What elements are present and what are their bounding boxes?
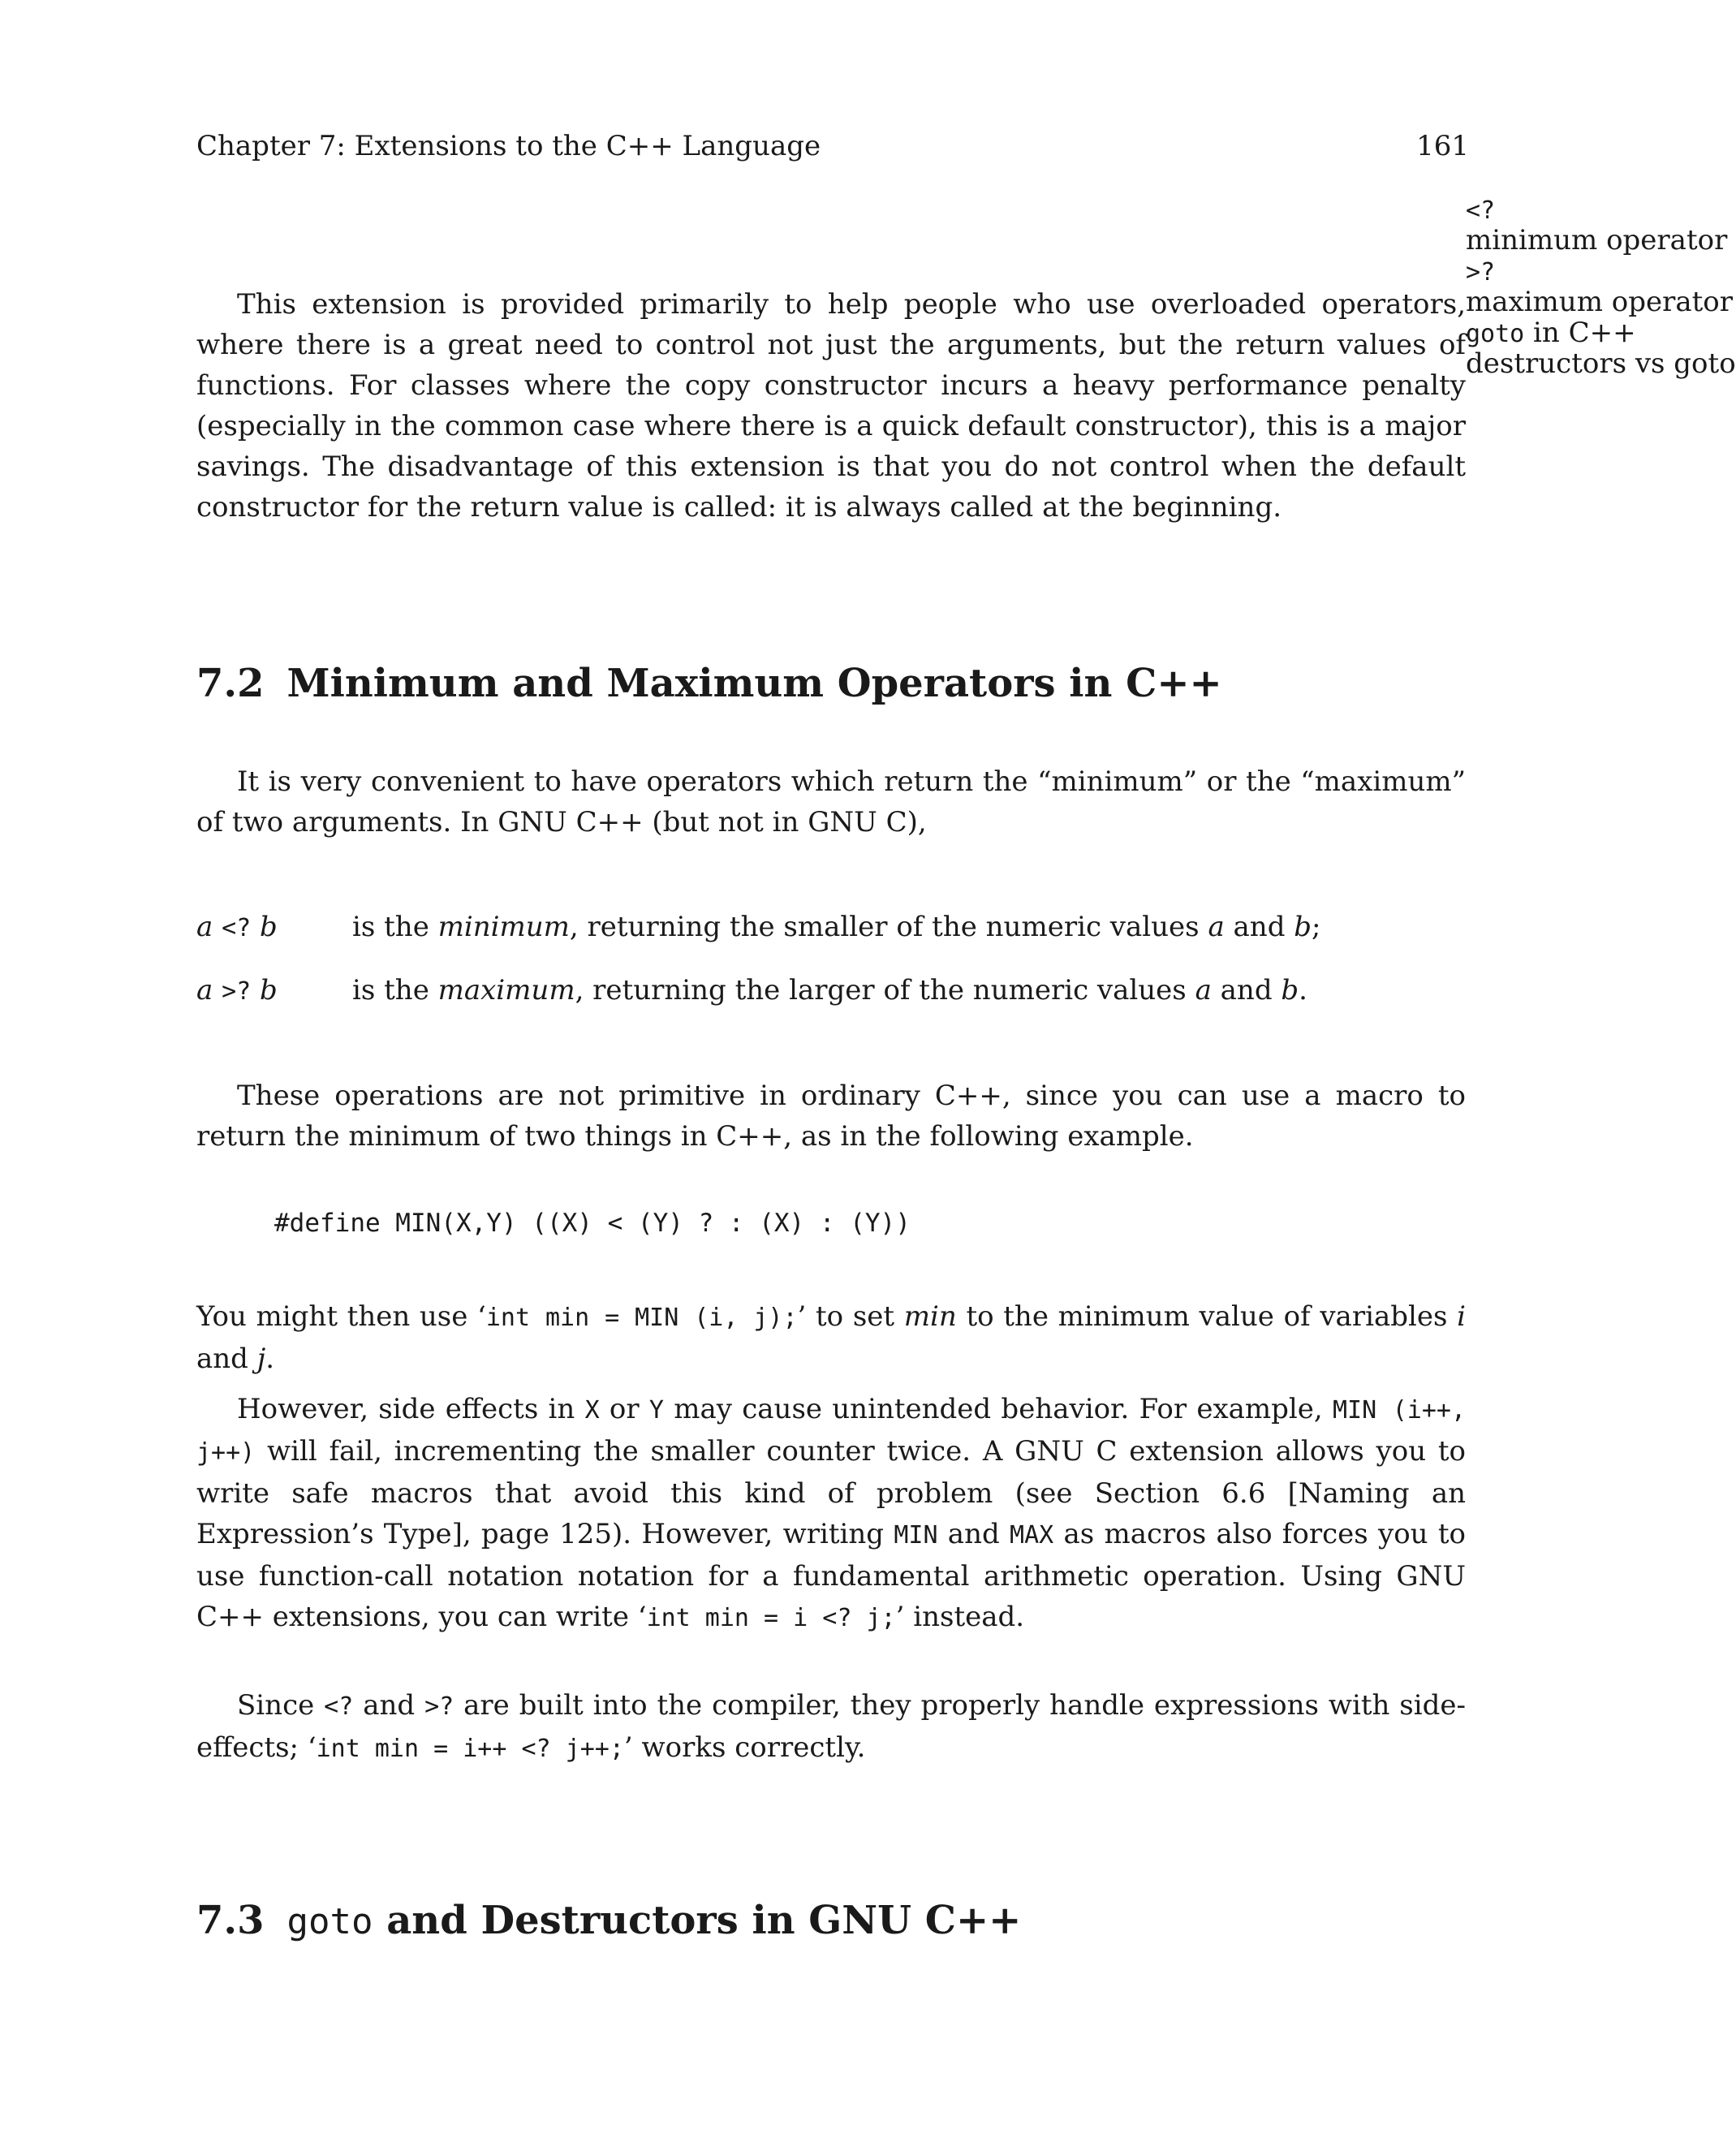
index-entry: minimum operator bbox=[1466, 224, 1728, 256]
section-paragraph: These operations are not primitive in ordinary C++, since you can use a macro to return the minimum of two things in C++, as in the following example. bbox=[196, 1080, 1466, 1153]
index-entry: goto in C++ bbox=[1466, 317, 1636, 349]
index-entry: destructors vs goto bbox=[1466, 347, 1736, 380]
definition-term-min: a <? b bbox=[196, 911, 278, 943]
chapter-header: Chapter 7: Extensions to the C++ Language bbox=[196, 130, 821, 162]
index-entry: maximum operator bbox=[1466, 286, 1734, 318]
definition-term-max: a >? b bbox=[196, 974, 278, 1007]
definition-desc-max: is the maximum, returning the larger of the numeric values a and b. bbox=[352, 974, 1307, 1007]
section-heading-7-2 bbox=[196, 659, 1222, 708]
definition-desc-min: is the minimum, returning the smaller of the numeric values a and b; bbox=[352, 911, 1321, 943]
section-paragraph: Since <? and >? are built into the compiler, they properly handle expressions with side-effects; ‘int min = i++ <? j++;’ works correctly. bbox=[196, 1689, 1466, 1764]
code-example: #define MIN(X,Y) ((X) < (Y) ? : (X) : (Y)) bbox=[274, 1209, 911, 1238]
index-entry: >? bbox=[1466, 258, 1496, 287]
section-paragraph: However, side effects in X or Y may cause unintended behavior. For example, MIN (i++, j++) will fail, incrementing the smaller counter twice. A GNU C extension allows you to write safe macros that avoid this kind of problem (see Section 6.6 [Naming an Expression’s Type], page 125). However, writing MIN and MAX as macros also forces you to use function-call notation notation for a fundamental arithmetic operation. Using GNU C++ extensions, you can write ‘int min = i <? j;’ instead. bbox=[196, 1393, 1467, 1633]
section-number: 7.2 bbox=[196, 661, 265, 706]
index-entry: <? bbox=[1466, 196, 1496, 225]
section-title-code: goto bbox=[286, 1901, 373, 1942]
section-number: 7.3 bbox=[196, 1898, 265, 1943]
section-paragraph: It is very convenient to have operators which return the “minimum” or the “maximum” of two arguments. In GNU C++ (but not in GNU C), bbox=[196, 765, 1466, 838]
section-title: and Destructors in GNU C++ bbox=[373, 1898, 1022, 1943]
section-heading-7-3 bbox=[196, 1896, 1021, 1946]
intro-paragraph: This extension is provided primarily to help people who use overloaded operators, where there is a great need to control not just the arguments, but the return values of functions. For classes where the copy constructor incurs a heavy performance penalty (especially in the common case where there is a quick default constructor), this is a major savings. The disadvantage of this extension is that you do not control when the default constructor for the return value is called: it is always called at the beginning. bbox=[196, 288, 1466, 524]
margin-index bbox=[1466, 195, 1736, 380]
section-title: Minimum and Maximum Operators in C++ bbox=[286, 661, 1222, 706]
section-paragraph: You might then use ‘int min = MIN (i, j);’ to set min to the minimum value of variables i and j. bbox=[196, 1300, 1466, 1375]
page-number: 161 bbox=[1416, 130, 1469, 162]
